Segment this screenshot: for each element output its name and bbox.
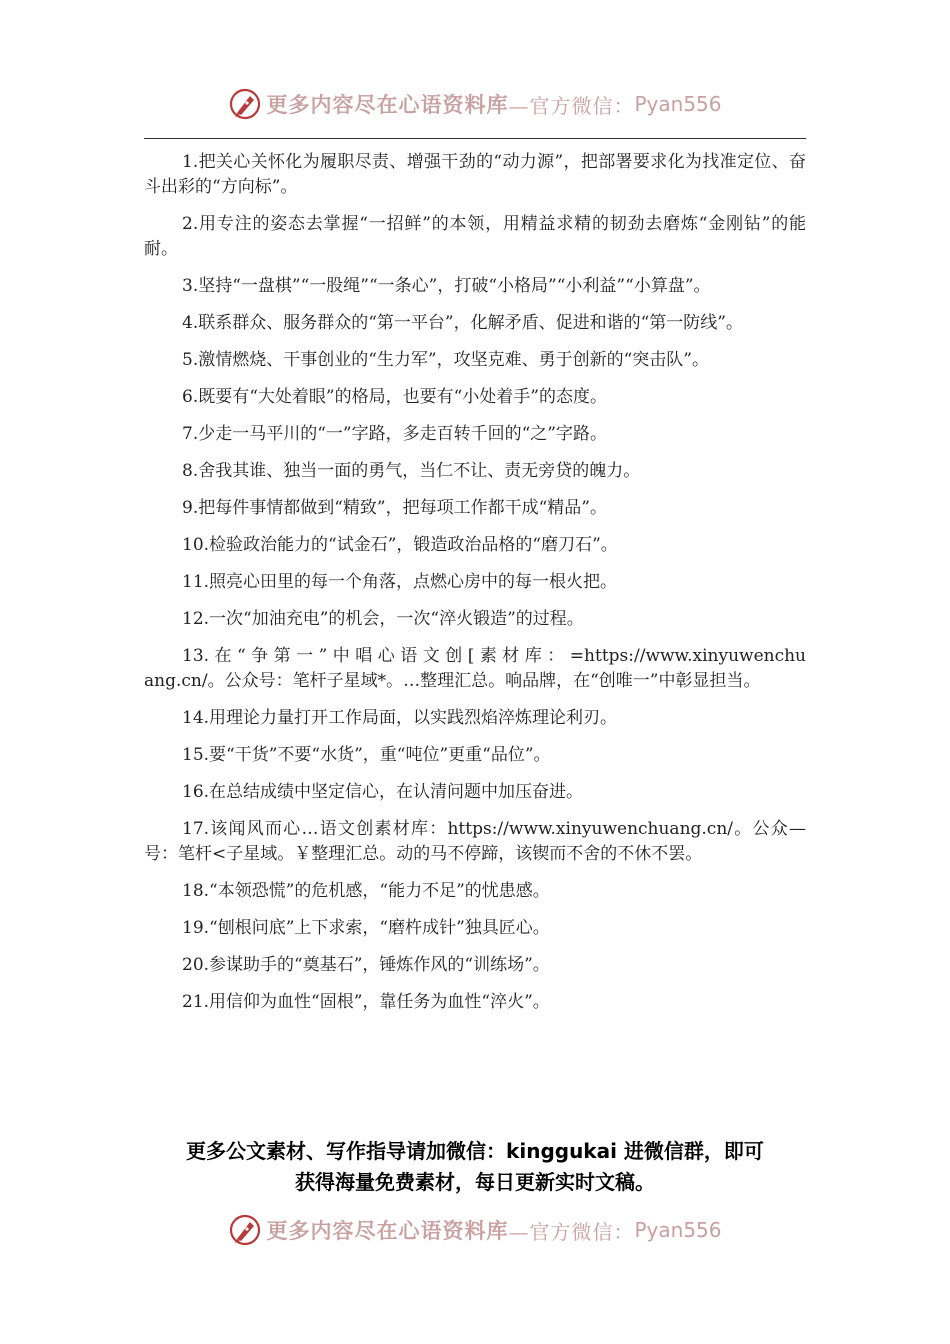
header-divider	[144, 138, 806, 139]
list-item: 11.照亮心田里的每一个角落，点燃心房中的每一根火把。	[182, 572, 618, 592]
list-item: 1.把关心关怀化为履职尽责、增强干劲的“动力源”，把部署要求化为找准定位、奋斗出彩的“方向标”。	[144, 152, 806, 197]
promo-note-line1: 更多公文素材、写作指导请加微信：kinggukai 进微信群，即可	[186, 1139, 764, 1163]
list-item: 7.少走一马平川的“一”字路，多走百转千回的“之”字路。	[182, 424, 607, 444]
list-item: 19.“刨根问底”上下求索，“磨杵成针”独具匠心。	[182, 918, 550, 938]
list-item: 3.坚持“一盘棋”“一股绳”“一条心”，打破“小格局”“小利益”“小算盘”。	[182, 276, 711, 296]
list-item: 9.把每件事情都做到“精致”，把每项工作都干成“精品”。	[182, 498, 607, 518]
pen-nib-logo-icon	[228, 1213, 262, 1247]
list-item: 6.既要有“大处着眼”的格局，也要有“小处着手”的态度。	[182, 387, 607, 407]
footer-banner	[0, 1208, 950, 1252]
promo-note	[144, 1136, 806, 1198]
list-item: 15.要“干货”不要“水货”，重“吨位”更重“品位”。	[182, 745, 551, 765]
list-item: 18.“本领恐慌”的危机感，“能力不足”的忧患感。	[182, 881, 550, 901]
brand-subtitle: —官方微信：	[508, 1219, 635, 1244]
brand-name: 更多内容尽在心语资料库	[266, 1218, 509, 1243]
promo-note-line2: 获得海量免费素材，每日更新实时文稿。	[295, 1170, 655, 1194]
list-item: 5.激情燃烧、干事创业的“生力军”，攻坚克难、勇于创新的“突击队”。	[182, 350, 709, 370]
list-item: 17.该闻风而心…语文创素材库：https://www.xinyuwenchuang.cn/。公众—号：笔杆<子星域。￥整理汇总。动的马不停蹄，该锲而不舍的不休不罢。	[144, 819, 806, 864]
pen-nib-logo-icon	[228, 87, 262, 121]
list-item: 2.用专注的姿态去掌握“一招鲜”的本领，用精益求精的韧劲去磨炼“金刚钻”的能耐。	[144, 214, 806, 259]
list-item: 20.参谋助手的“奠基石”，锤炼作风的“训练场”。	[182, 955, 550, 975]
list-item: 8.舍我其谁、独当一面的勇气，当仁不让、责无旁贷的魄力。	[182, 461, 641, 481]
list-item: 4.联系群众、服务群众的“第一平台”，化解矛盾、促进和谐的“第一防线”。	[182, 313, 743, 333]
list-item: 14.用理论力量打开工作局面，以实践烈焰淬炼理论利刃。	[182, 708, 618, 728]
brand-name: 更多内容尽在心语资料库	[266, 92, 509, 117]
list-item: 12.一次“加油充电”的机会，一次“淬火锻造”的过程。	[182, 609, 584, 629]
list-item: 21.用信仰为血性“固根”，靠任务为血性“淬火”。	[182, 992, 550, 1012]
list-item: 10.检验政治能力的“试金石”，锻造政治品格的“磨刀石”。	[182, 535, 618, 555]
header-banner	[0, 82, 950, 126]
document-body	[144, 150, 806, 1027]
list-item: 13. 在 “ 争 第 一 ” 中 唱 心 语 文 创 [ 素 材 库 ： =https://www.xinyuwenchuang.cn/。公众号：笔杆子星域*。…整理汇总。响品牌，在“创唯一”中彰显担当。	[144, 646, 806, 691]
brand-wechat-id: Pyan556	[634, 92, 722, 116]
list-item: 16.在总结成绩中坚定信心，在认清问题中加压奋进。	[182, 782, 584, 802]
brand-subtitle: —官方微信：	[508, 93, 635, 118]
brand-wechat-id: Pyan556	[634, 1218, 722, 1242]
